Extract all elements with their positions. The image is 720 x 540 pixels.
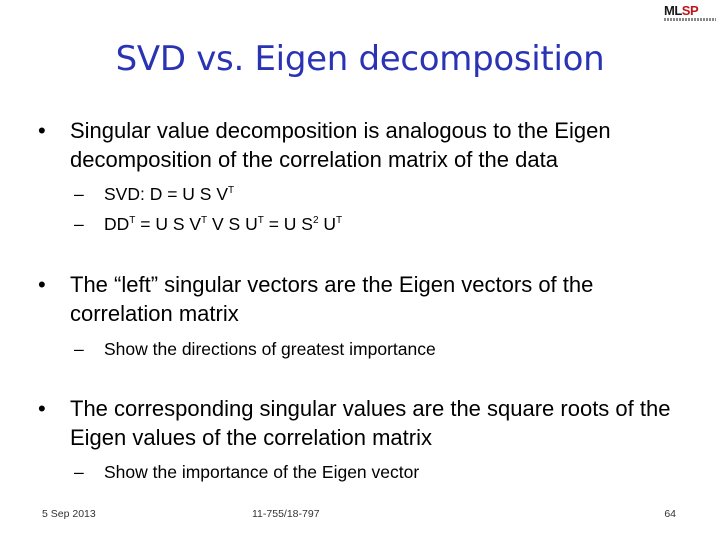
bullet-text: The corresponding singular values are the square roots of the Eigen values of the correlation matrix bbox=[70, 396, 671, 450]
sub-dash: – bbox=[74, 462, 84, 482]
sub-dash: – bbox=[74, 184, 84, 204]
footer-date: 5 Sep 2013 bbox=[42, 508, 96, 520]
sub-text: SVD: D = U S $V^T$ bbox=[104, 184, 235, 204]
bullet-dot: • bbox=[38, 118, 46, 143]
bullet-dot: • bbox=[38, 396, 46, 421]
bullet-dot: • bbox=[38, 272, 46, 297]
sub-text: Show the directions of greatest importance bbox=[104, 339, 436, 359]
sub-text: Show the importance of the Eigen vector bbox=[104, 462, 420, 482]
mlsp-logo bbox=[664, 4, 718, 24]
logo-wordmark: MLSP bbox=[664, 3, 699, 18]
bullet-text: Singular value decomposition is analogous to the Eigen decomposition of the correlation matrix of the data bbox=[70, 118, 611, 172]
sub-dash: – bbox=[74, 214, 84, 234]
footer-page-number: 64 bbox=[664, 508, 676, 520]
sub-dash: – bbox=[74, 339, 84, 359]
logo-tagline-decoration bbox=[664, 18, 716, 21]
sub-text: $DD^T = U$ S $V^T$ V S $U^T = U$ $S^2$ $U^T$ bbox=[104, 214, 343, 234]
slide-title: SVD vs. Eigen decomposition bbox=[115, 39, 605, 79]
footer-course: 11-755/18-797 bbox=[252, 508, 320, 520]
bullet-text: The “left” singular vectors are the Eigen vectors of the correlation matrix bbox=[70, 272, 594, 326]
